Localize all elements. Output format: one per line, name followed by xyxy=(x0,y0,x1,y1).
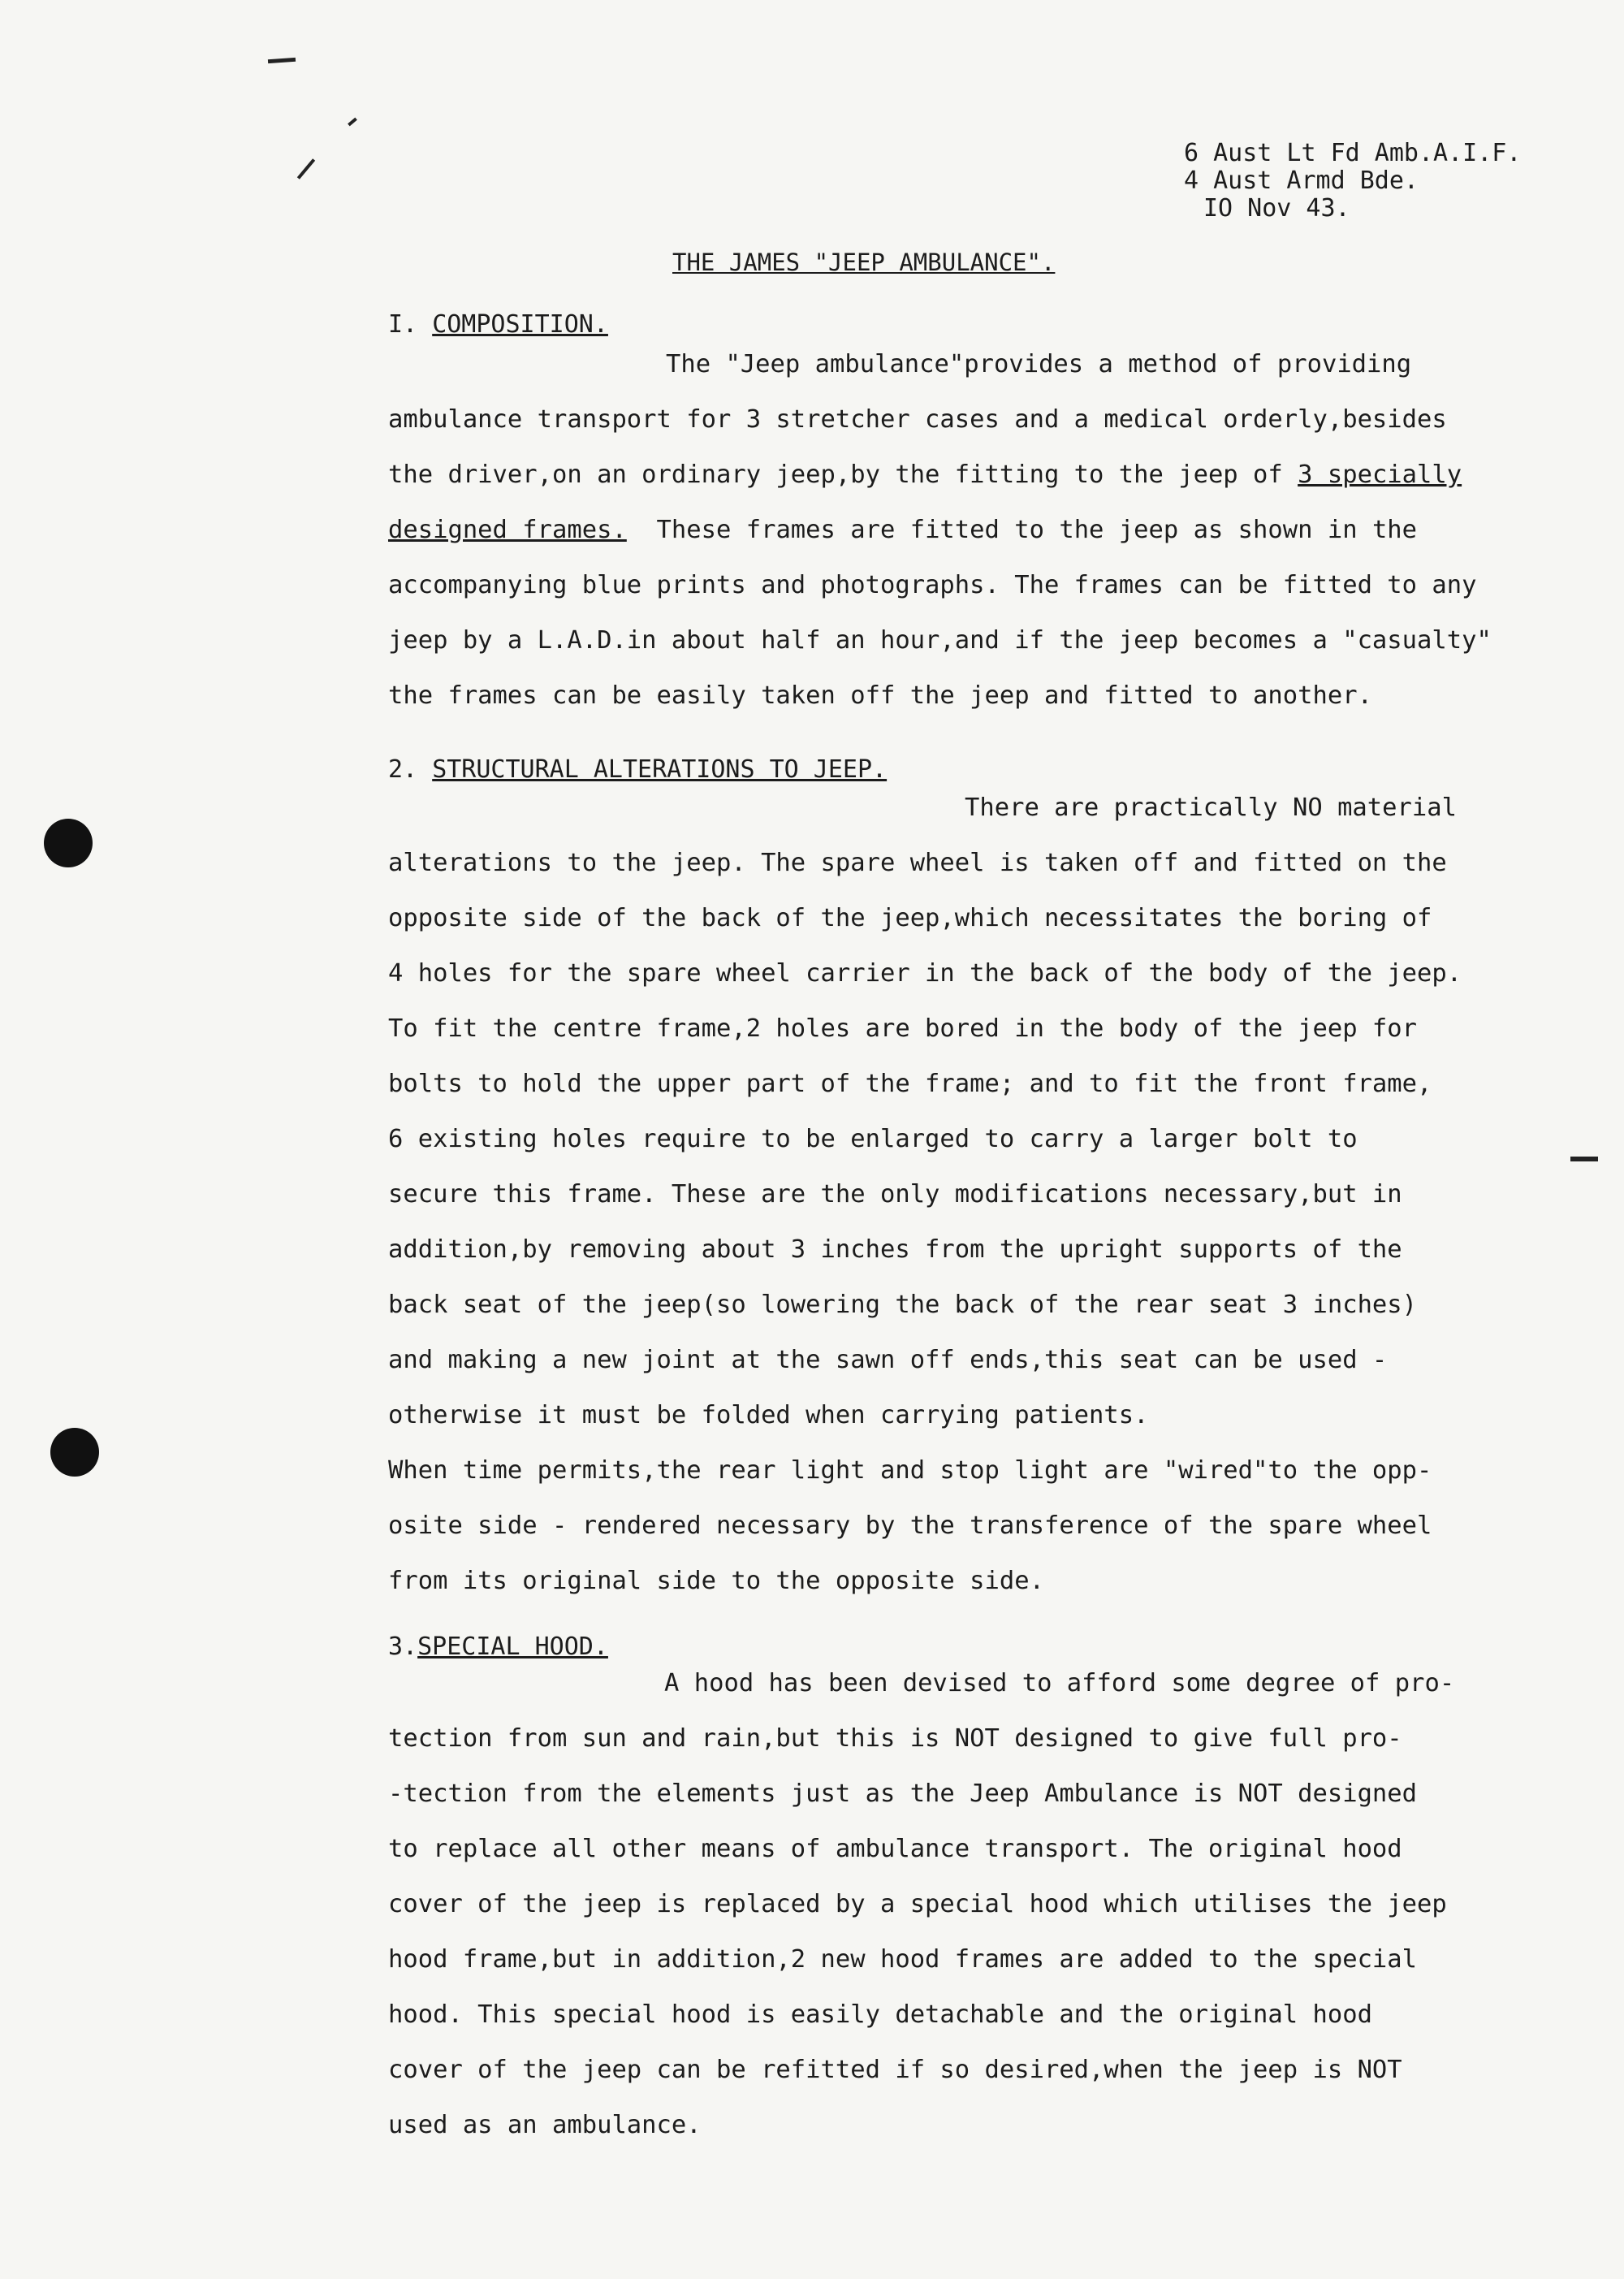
ink-mark xyxy=(1570,1157,1598,1161)
paragraph-line: hood frame,but in addition,2 new hood frames are added to the special xyxy=(388,1945,1418,1974)
paragraph-line: and making a new joint at the sawn off ends,this seat can be used - xyxy=(388,1346,1388,1374)
section-number: 2. xyxy=(388,755,418,784)
paragraph-line: 6 existing holes require to be enlarged to carry a larger bolt to xyxy=(388,1125,1358,1153)
punch-hole-bottom xyxy=(50,1428,99,1477)
paragraph-line: the frames can be easily taken off the jeep and fitted to another. xyxy=(388,681,1372,710)
ink-mark xyxy=(297,158,315,179)
ink-mark xyxy=(268,58,296,63)
paragraph-line: to replace all other means of ambulance transport. The original hood xyxy=(388,1835,1402,1863)
paragraph-line: The "Jeep ambulance"provides a method of providing xyxy=(666,350,1412,378)
paragraph-line: tection from sun and rain,but this is NOT designed to give full pro- xyxy=(388,1724,1402,1753)
paragraph-line: To fit the centre frame,2 holes are bored in the body of the jeep for xyxy=(388,1014,1418,1043)
paragraph-line: accompanying blue prints and photographs. The frames can be fitted to any xyxy=(388,571,1477,599)
section-number: 3. xyxy=(388,1632,418,1661)
paragraph-line: osite side - rendered necessary by the transference of the spare wheel xyxy=(388,1511,1432,1540)
section-structural-alterations xyxy=(388,755,1462,1609)
paragraph-line: When time permits,the rear light and stop light are "wired"to the opp- xyxy=(388,1456,1432,1485)
document-date: IO Nov 43. xyxy=(1203,194,1350,223)
punch-hole-top xyxy=(44,819,93,867)
underlined-text: 3 specially xyxy=(1298,461,1462,489)
section-title: STRUCTURAL ALTERATIONS TO JEEP. xyxy=(432,755,888,784)
section-title: COMPOSITION. xyxy=(432,310,608,339)
paragraph-line: jeep by a L.A.D.in about half an hour,and if the jeep becomes a "casualty" xyxy=(388,626,1492,655)
paragraph-line: secure this frame. These are the only modifications necessary,but in xyxy=(388,1180,1402,1209)
paragraph-line: from its original side to the opposite side. xyxy=(388,1567,1044,1595)
brigade-name: 4 Aust Armd Bde. xyxy=(1184,166,1419,195)
section-number: I. xyxy=(388,310,418,339)
paragraph-line: ambulance transport for 3 stretcher cases and a medical orderly,besides xyxy=(388,405,1447,434)
paragraph-line: used as an ambulance. xyxy=(388,2111,702,2139)
paragraph-line: designed frames. These frames are fitted to the jeep as shown in the xyxy=(388,516,1418,544)
paragraph-line: back seat of the jeep(so lowering the back of the rear seat 3 inches) xyxy=(388,1291,1418,1319)
paragraph-line: A hood has been devised to afford some degree of pro- xyxy=(664,1669,1455,1697)
paragraph-line: the driver,on an ordinary jeep,by the fitting to the jeep of 3 specially xyxy=(388,461,1462,489)
paragraph-line: alterations to the jeep. The spare wheel is taken off and fitted on the xyxy=(388,849,1447,877)
paragraph-line: hood. This special hood is easily detachable and the original hood xyxy=(388,2000,1372,2029)
section-special-hood xyxy=(388,1632,1454,2153)
paragraph-line: bolts to hold the upper part of the frame; and to fit the front frame, xyxy=(388,1070,1432,1098)
unit-name: 6 Aust Lt Fd Amb.A.I.F. xyxy=(1184,139,1522,167)
paragraph-line: -tection from the elements just as the Jeep Ambulance is NOT designed xyxy=(388,1780,1418,1808)
paragraph-line: There are practically NO material xyxy=(965,794,1457,822)
paragraph-line: otherwise it must be folded when carrying patients. xyxy=(388,1401,1149,1429)
section-heading xyxy=(388,755,1462,784)
underlined-text: designed frames. xyxy=(388,516,627,544)
paragraph-line: cover of the jeep can be refitted if so desired,when the jeep is NOT xyxy=(388,2056,1402,2084)
document-title: THE JAMES "JEEP AMBULANCE". xyxy=(672,249,1056,276)
paragraph-line: opposite side of the back of the jeep,which necessitates the boring of xyxy=(388,904,1432,932)
ink-mark xyxy=(348,118,357,127)
paragraph-line: addition,by removing about 3 inches from the upright supports of the xyxy=(388,1235,1402,1264)
paragraph-line: cover of the jeep is replaced by a special hood which utilises the jeep xyxy=(388,1890,1447,1918)
paragraph-line: 4 holes for the spare wheel carrier in the back of the body of the jeep. xyxy=(388,959,1462,988)
section-heading xyxy=(388,310,1492,339)
unit-header xyxy=(1184,140,1521,223)
section-title: SPECIAL HOOD. xyxy=(417,1632,608,1661)
section-composition xyxy=(388,310,1492,724)
